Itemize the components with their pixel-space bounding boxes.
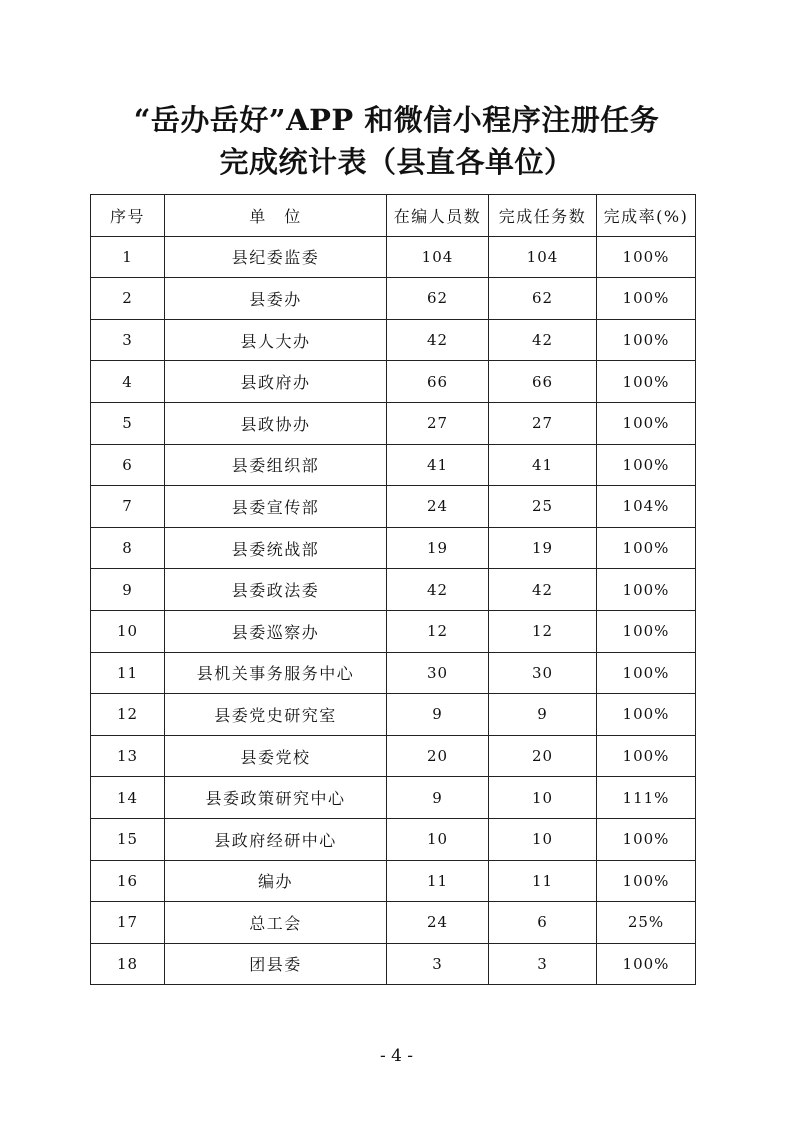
table-row [91, 694, 696, 736]
cell-unit: 团县委 [165, 943, 387, 985]
cell-completed-count: 66 [489, 361, 597, 403]
cell-staff-count: 24 [387, 902, 489, 944]
table-row [91, 610, 696, 652]
cell-unit: 县委政策研究中心 [165, 777, 387, 819]
cell-seq: 17 [91, 902, 165, 944]
cell-completion-rate: 100% [597, 527, 696, 569]
cell-seq: 9 [91, 569, 165, 611]
cell-unit: 总工会 [165, 902, 387, 944]
cell-completed-count: 19 [489, 527, 597, 569]
cell-completed-count: 104 [489, 236, 597, 278]
cell-unit: 县委宣传部 [165, 486, 387, 528]
cell-seq: 3 [91, 319, 165, 361]
cell-staff-count: 42 [387, 569, 489, 611]
cell-seq: 18 [91, 943, 165, 985]
cell-completed-count: 27 [489, 402, 597, 444]
cell-completion-rate: 104% [597, 486, 696, 528]
table-row [91, 652, 696, 694]
cell-unit: 县委党史研究室 [165, 694, 387, 736]
cell-completed-count: 3 [489, 943, 597, 985]
cell-completion-rate: 100% [597, 236, 696, 278]
cell-completed-count: 62 [489, 278, 597, 320]
table-body [91, 236, 696, 985]
header-seq: 序号 [91, 195, 165, 237]
cell-seq: 1 [91, 236, 165, 278]
table-row [91, 818, 696, 860]
cell-seq: 10 [91, 610, 165, 652]
cell-seq: 13 [91, 735, 165, 777]
cell-completed-count: 12 [489, 610, 597, 652]
stats-table [90, 194, 696, 985]
cell-completion-rate: 100% [597, 361, 696, 403]
cell-completion-rate: 100% [597, 569, 696, 611]
cell-seq: 2 [91, 278, 165, 320]
cell-seq: 11 [91, 652, 165, 694]
cell-completion-rate: 100% [597, 735, 696, 777]
cell-completion-rate: 100% [597, 652, 696, 694]
cell-completion-rate: 100% [597, 319, 696, 361]
cell-unit: 县人大办 [165, 319, 387, 361]
cell-staff-count: 27 [387, 402, 489, 444]
cell-staff-count: 104 [387, 236, 489, 278]
table-row [91, 902, 696, 944]
table-header-row [91, 195, 696, 237]
cell-completed-count: 41 [489, 444, 597, 486]
cell-seq: 15 [91, 818, 165, 860]
table-row [91, 943, 696, 985]
cell-completion-rate: 25% [597, 902, 696, 944]
cell-seq: 7 [91, 486, 165, 528]
cell-completed-count: 11 [489, 860, 597, 902]
table-row [91, 569, 696, 611]
cell-completed-count: 6 [489, 902, 597, 944]
cell-staff-count: 42 [387, 319, 489, 361]
cell-completion-rate: 111% [597, 777, 696, 819]
header-completed-count: 完成任务数 [489, 195, 597, 237]
cell-completed-count: 25 [489, 486, 597, 528]
cell-completed-count: 20 [489, 735, 597, 777]
cell-seq: 16 [91, 860, 165, 902]
cell-staff-count: 66 [387, 361, 489, 403]
cell-staff-count: 9 [387, 777, 489, 819]
cell-completion-rate: 100% [597, 860, 696, 902]
cell-staff-count: 19 [387, 527, 489, 569]
cell-completed-count: 42 [489, 319, 597, 361]
header-staff-count: 在编人员数 [387, 195, 489, 237]
table-row [91, 777, 696, 819]
table-row [91, 402, 696, 444]
cell-completion-rate: 100% [597, 444, 696, 486]
cell-unit: 编办 [165, 860, 387, 902]
cell-unit: 县委统战部 [165, 527, 387, 569]
cell-completed-count: 30 [489, 652, 597, 694]
document-title-line2: 完成统计表（县直各单位） [219, 145, 574, 179]
cell-unit: 县委组织部 [165, 444, 387, 486]
cell-completion-rate: 100% [597, 943, 696, 985]
table-row [91, 361, 696, 403]
table-row [91, 735, 696, 777]
cell-seq: 4 [91, 361, 165, 403]
cell-completed-count: 9 [489, 694, 597, 736]
table-row [91, 527, 696, 569]
cell-staff-count: 30 [387, 652, 489, 694]
cell-staff-count: 62 [387, 278, 489, 320]
table-row [91, 486, 696, 528]
cell-staff-count: 10 [387, 818, 489, 860]
cell-staff-count: 24 [387, 486, 489, 528]
table-row [91, 236, 696, 278]
cell-unit: 县委党校 [165, 735, 387, 777]
cell-completion-rate: 100% [597, 818, 696, 860]
page-number: - 4 - [379, 1046, 414, 1066]
cell-completion-rate: 100% [597, 278, 696, 320]
cell-staff-count: 20 [387, 735, 489, 777]
cell-unit: 县政府经研中心 [165, 818, 387, 860]
cell-completed-count: 10 [489, 818, 597, 860]
cell-unit: 县委办 [165, 278, 387, 320]
table-row [91, 860, 696, 902]
cell-unit: 县机关事务服务中心 [165, 652, 387, 694]
cell-seq: 6 [91, 444, 165, 486]
cell-unit: 县政协办 [165, 402, 387, 444]
cell-completion-rate: 100% [597, 402, 696, 444]
table-row [91, 278, 696, 320]
cell-completion-rate: 100% [597, 610, 696, 652]
table-row [91, 444, 696, 486]
cell-unit: 县委政法委 [165, 569, 387, 611]
cell-seq: 12 [91, 694, 165, 736]
header-unit: 单 位 [165, 195, 387, 237]
header-completion-rate: 完成率(%) [597, 195, 696, 237]
cell-staff-count: 3 [387, 943, 489, 985]
cell-staff-count: 11 [387, 860, 489, 902]
cell-seq: 8 [91, 527, 165, 569]
cell-completion-rate: 100% [597, 694, 696, 736]
cell-unit: 县政府办 [165, 361, 387, 403]
cell-seq: 5 [91, 402, 165, 444]
table-row [91, 319, 696, 361]
cell-unit: 县委巡察办 [165, 610, 387, 652]
cell-completed-count: 10 [489, 777, 597, 819]
cell-staff-count: 9 [387, 694, 489, 736]
cell-unit: 县纪委监委 [165, 236, 387, 278]
cell-seq: 14 [91, 777, 165, 819]
cell-staff-count: 41 [387, 444, 489, 486]
document-title-line1: “岳办岳好”APP 和微信小程序注册任务 [133, 103, 660, 137]
cell-completed-count: 42 [489, 569, 597, 611]
cell-staff-count: 12 [387, 610, 489, 652]
